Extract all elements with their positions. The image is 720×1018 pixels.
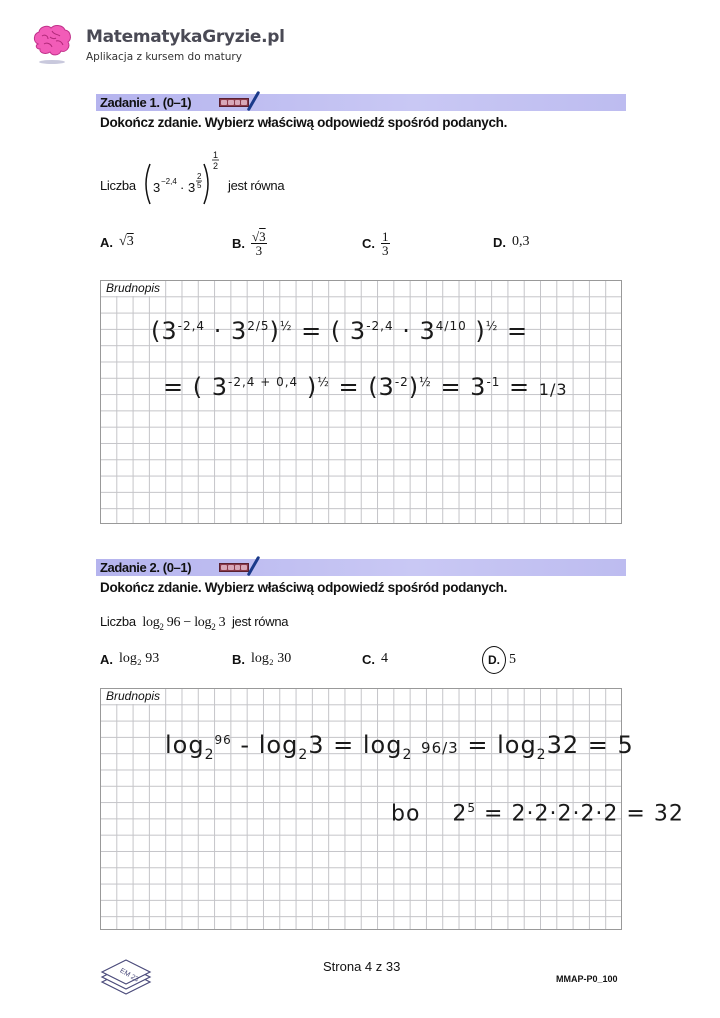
option-value: log₂ 30: [251, 651, 292, 666]
brand-header: [30, 22, 285, 63]
task-1-option-a[interactable]: A. √3: [100, 234, 134, 250]
option-value: log₂ 93: [119, 651, 160, 666]
brand-subtitle: Aplikacja z kursem do matury: [86, 51, 242, 63]
task-1-option-b[interactable]: B. $\frac{√3}{3}$: [232, 229, 266, 258]
option-value: 5: [509, 652, 516, 667]
svg-text:· 3: · 3: [180, 180, 196, 195]
option-value: $\frac{1}{3}$: [382, 229, 389, 258]
task-2-option-a[interactable]: A. log₂ 93: [100, 651, 160, 667]
task-1-question-suffix: jest równa: [228, 178, 285, 193]
scratch-line-1: $\log_2^{96} - \log_23 = \log_2 96/3 = \log_232 = 5$: [165, 731, 634, 763]
option-value: 4: [381, 651, 388, 666]
task-1-scratch-grid[interactable]: [100, 280, 622, 524]
score-boxes-icon: [219, 563, 249, 572]
task-2-option-b[interactable]: B. log₂ 30: [232, 651, 292, 667]
svg-text:2: 2: [197, 172, 202, 181]
page-number: Strona 4 z 33: [323, 959, 401, 974]
task-2-option-d-selected[interactable]: [482, 646, 516, 674]
task-1-question-expression: [142, 150, 222, 210]
exam-code: MMAP-P0_100: [556, 974, 618, 984]
task-1-option-c[interactable]: C. $\frac{1}{3}$: [362, 229, 389, 258]
brand-title: MatematykaGryzie.pl: [86, 27, 285, 47]
option-value: 0,3: [512, 234, 530, 249]
task-2-scratch-grid[interactable]: [100, 688, 684, 930]
svg-text:−2,4: −2,4: [161, 177, 177, 186]
scratch-line-2: = ( $3^{-2,4 + 0,4}$ )$^{\frac{1}{2}} = (3^{-2})^{\frac{1}{2}} = 3^{-1} = 1/3$: [163, 373, 568, 401]
svg-text:2: 2: [213, 161, 219, 171]
task-2-question: Liczba $\log_2 96 - \log_2 3$ jest równa: [100, 614, 289, 632]
svg-text:1: 1: [213, 150, 219, 160]
task-2-option-c[interactable]: C. 4: [362, 651, 388, 667]
svg-text:5: 5: [197, 181, 202, 190]
exam-stack-icon: [98, 958, 158, 1003]
score-boxes-icon: [219, 98, 249, 107]
task-1-header-bar: [96, 94, 626, 111]
task-2-header-bar: [96, 559, 626, 576]
task-1-question-prefix: Liczba: [100, 178, 136, 193]
scratch-line-2: bo $2^5 = 2\cdot 2\cdot 2\cdot 2\cdot 2 = 32$: [391, 801, 684, 827]
selected-circle-marker: D.: [482, 646, 506, 674]
svg-text:EM 23: EM 23: [118, 967, 140, 984]
scratch-label: Brudnopis: [104, 281, 164, 296]
scratch-line-1: $(3^{-2,4} \cdot 3^{2/5})^{\frac{1}{2}}$ = ( $3^{-2,4} \cdot 3^{4/10}$ )$^{\frac{1}{2}}$ =: [151, 317, 529, 345]
svg-text:3: 3: [153, 180, 161, 195]
task-2-instruction: Dokończ zdanie. Wybierz właściwą odpowiedź spośród podanych.: [100, 580, 508, 595]
task-1-title: Zadanie 1. (0–1): [100, 95, 192, 110]
brain-icon: [30, 22, 74, 62]
task-2-title: Zadanie 2. (0–1): [100, 560, 192, 575]
option-value: √3: [119, 234, 134, 249]
scratch-label: Brudnopis: [104, 689, 164, 704]
task-1-option-d[interactable]: D. 0,3: [493, 234, 530, 250]
task-1-instruction: Dokończ zdanie. Wybierz właściwą odpowiedź spośród podanych.: [100, 115, 508, 130]
option-value: $\frac{√3}{3}$: [252, 229, 266, 258]
